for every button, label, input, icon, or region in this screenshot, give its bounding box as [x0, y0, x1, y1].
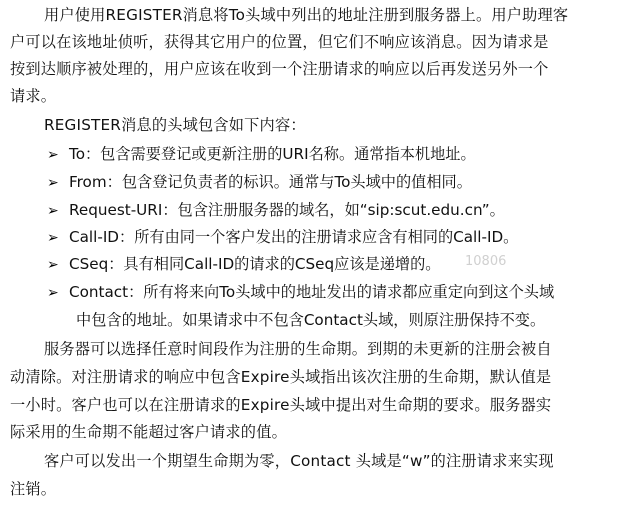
- bullet-item-call-id: [47, 226, 518, 248]
- bullet-text: CSeq：具有相同Call-ID的请求的CSeq应该是递增的。: [69, 255, 441, 273]
- paragraph-2-line-4: 际采用的生命期不能超过客户请求的值。: [10, 423, 287, 441]
- arrow-bullet-icon: ➢: [47, 230, 59, 246]
- bullet-text: Contact：所有将来向To头域中的地址发出的请求都应重定向到这个头域: [69, 283, 555, 301]
- bullet-item-cseq: [47, 253, 440, 275]
- headers-intro: REGISTER消息的头域包含如下内容：: [44, 116, 306, 134]
- paragraph-1-line-4: 请求。: [10, 87, 57, 105]
- paragraph-1-line-2: 户可以在该地址侦听，获得其它用户的位置，但它们不响应该消息。因为请求是: [10, 33, 549, 51]
- bullet-item-from: [47, 171, 472, 193]
- arrow-bullet-icon: ➢: [47, 203, 59, 219]
- arrow-bullet-icon: ➢: [47, 257, 59, 273]
- bullet-text: Call-ID：所有由同一个客户发出的注册请求应含有相同的Call-ID。: [69, 228, 519, 246]
- bullet-text: To：包含需要登记或更新注册的URI名称。通常指本机地址。: [69, 145, 476, 163]
- watermark-text: 10806: [465, 254, 507, 269]
- arrow-bullet-icon: ➢: [47, 175, 59, 191]
- paragraph-3-line-1: 客户可以发出一个期望生命期为零，Contact 头域是“w”的注册请求来实现: [44, 452, 554, 470]
- paragraph-1-line-1: 用户使用REGISTER消息将To头域中列出的地址注册到服务器上。用户助理客: [44, 6, 569, 24]
- bullet-text: From：包含登记负责者的标识。通常与To头域中的值相同。: [69, 173, 472, 191]
- arrow-bullet-icon: ➢: [47, 285, 59, 301]
- bullet-item-to: [47, 143, 476, 165]
- paragraph-2-line-2: 动清除。对注册请求的响应中包含Expire头域指出该次注册的生命期，默认值是: [10, 368, 552, 386]
- paragraph-2-line-3: 一小时。客户也可以在注册请求的Expire头域中提出对生命期的要求。服务器实: [10, 396, 552, 414]
- bullet-text: Request-URI：包含注册服务器的域名，如“sip:scut.edu.cn”。: [69, 201, 505, 219]
- bullet-item-request-uri: [47, 199, 505, 221]
- paragraph-1-line-3: 按到达顺序被处理的，用户应该在收到一个注册请求的响应以后再发送另外一个: [10, 60, 549, 78]
- paragraph-3-line-2: 注销。: [10, 480, 57, 498]
- bullet-contact-continuation: 中包含的地址。如果请求中不包含Contact头域，则原注册保持不变。: [76, 311, 546, 329]
- paragraph-2-line-1: 服务器可以选择任意时间段作为注册的生命期。到期的未更新的注册会被自: [44, 340, 552, 358]
- bullet-item-contact: [47, 281, 554, 303]
- arrow-bullet-icon: ➢: [47, 147, 59, 163]
